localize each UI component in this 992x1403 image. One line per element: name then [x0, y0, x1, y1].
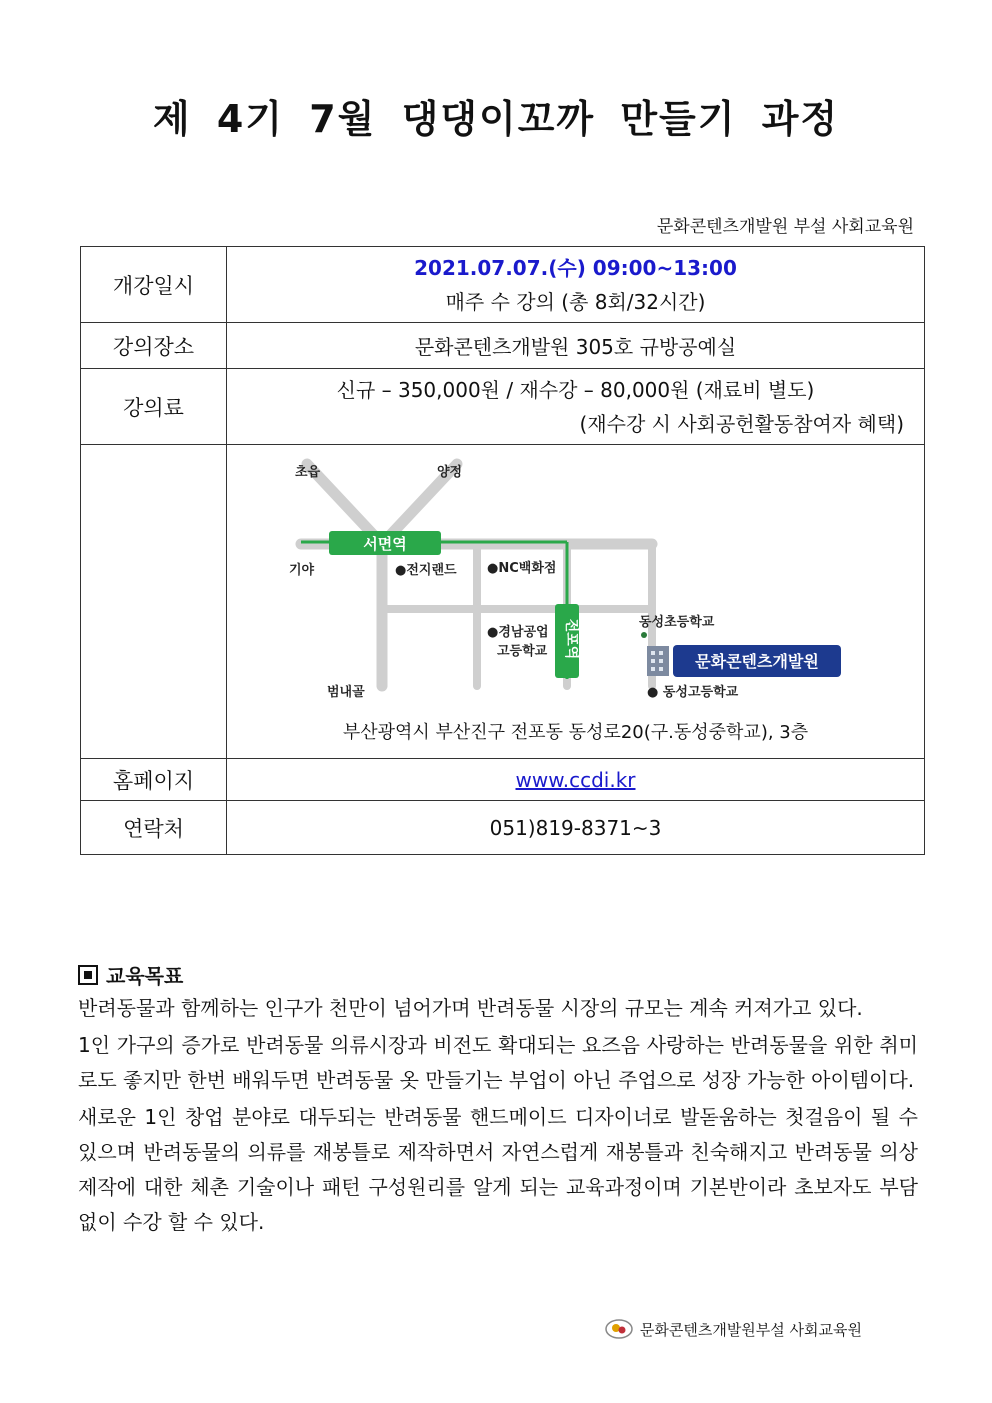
fee-text: 신규 – 350,000원 / 재수강 – 80,000원 (재료비 별도): [336, 377, 815, 402]
jeonpo-station-label: 전포역: [563, 618, 579, 659]
row-contact: [81, 801, 925, 855]
address-text: 부산광역시 부산진구 전포동 동성로20(구.동성중학교), 3층: [342, 721, 809, 743]
label-choeup: 초읍: [295, 464, 321, 480]
checkbox-bullet-icon: [78, 965, 98, 985]
goal-paragraph-1: 반려동물과 함께하는 인구가 천만이 넘어가며 반려동물 시장의 규모는 계속 커져가고 있다.: [78, 996, 863, 1020]
section-heading: 교육목표: [106, 964, 184, 988]
schedule-text: 매주 수 강의 (총 8회/32시간): [445, 289, 706, 314]
row-date: [81, 247, 925, 323]
label-gyeongnam-2: 고등학교: [497, 643, 548, 659]
label-beomnaegol: 범내골: [327, 684, 365, 700]
row-map: [81, 445, 925, 759]
organization-label: 문화콘텐츠개발원 부설 사회교육원: [656, 217, 914, 237]
seomyeon-station-label: 서면역: [363, 534, 407, 553]
label-dongseong-elementary: 동성초등학교: [639, 614, 715, 630]
homepage-label: 홈페이지: [81, 759, 227, 801]
row-homepage: [81, 759, 925, 801]
road-network: [301, 464, 652, 686]
ccdi-badge-label: 문화콘텐츠개발원: [695, 651, 819, 671]
location-map: [227, 446, 924, 758]
label-jeonjiland: ●전지랜드: [395, 562, 457, 578]
row-place: [81, 323, 925, 369]
elementary-dot: [641, 632, 647, 638]
label-gaya: 기야: [289, 562, 315, 578]
label-gyeongnam-1: ●경남공업: [487, 624, 549, 640]
place-value: 문화콘텐츠개발원 305호 규방공예실: [227, 323, 925, 369]
date-label: 개강일시: [81, 247, 227, 323]
footer: [604, 1318, 862, 1340]
building-icon: [647, 646, 669, 676]
label-nc-department: ●NC백화점: [487, 560, 557, 576]
course-info-table: [80, 246, 925, 855]
page-title: 제 4기 7월 댕댕이꼬까 만들기 과정: [152, 97, 840, 141]
row-fee: [81, 369, 925, 445]
goal-paragraph-2: 1인 가구의 증가로 반려동물 의류시장과 비전도 확대되는 요즈음 사랑하는 반려동물을 위한 취미로도 좋지만 한번 배워두면 반려동물 옷 만들기는 부업이 아닌 주업으로 성장 가능한 아이템이다.: [78, 1033, 918, 1092]
education-goal-section: [78, 960, 918, 1240]
footer-org-text: 문화콘텐츠개발원부설 사회교육원: [639, 1320, 862, 1339]
goal-paragraph-3: 새로운 1인 창업 분야로 대두되는 반려동물 핸드메이드 디자이너로 발돋움하는 첫걸음이 될 수 있으며 반려동물의 의류를 재봉틀로 제작하면서 자연스럽게 재봉틀과 친숙해지고 반려동물 의상제작에 대한 체촌 기술이나 패턴 구성원리를 알게 되는 교육과정이며 기본반이라 초보자도 부담 없이 수강 할 수 있다.: [78, 1105, 918, 1234]
contact-label: 연락처: [81, 801, 227, 855]
place-label: 강의장소: [81, 323, 227, 369]
homepage-link[interactable]: www.ccdi.kr: [515, 767, 636, 792]
label-yangjeong: 양정: [437, 464, 463, 480]
ccdi-logo-icon: [604, 1318, 634, 1340]
label-dongseong-high: ● 동성고등학교: [647, 684, 739, 700]
fee-note: (재수강 시 사회공헌활동참여자 혜택): [579, 411, 904, 436]
start-datetime: 2021.07.07.(수) 09:00~13:00: [414, 255, 737, 280]
map-graphic: [287, 454, 867, 704]
contact-value: 051)819-8371~3: [227, 801, 925, 855]
fee-label: 강의료: [81, 369, 227, 445]
